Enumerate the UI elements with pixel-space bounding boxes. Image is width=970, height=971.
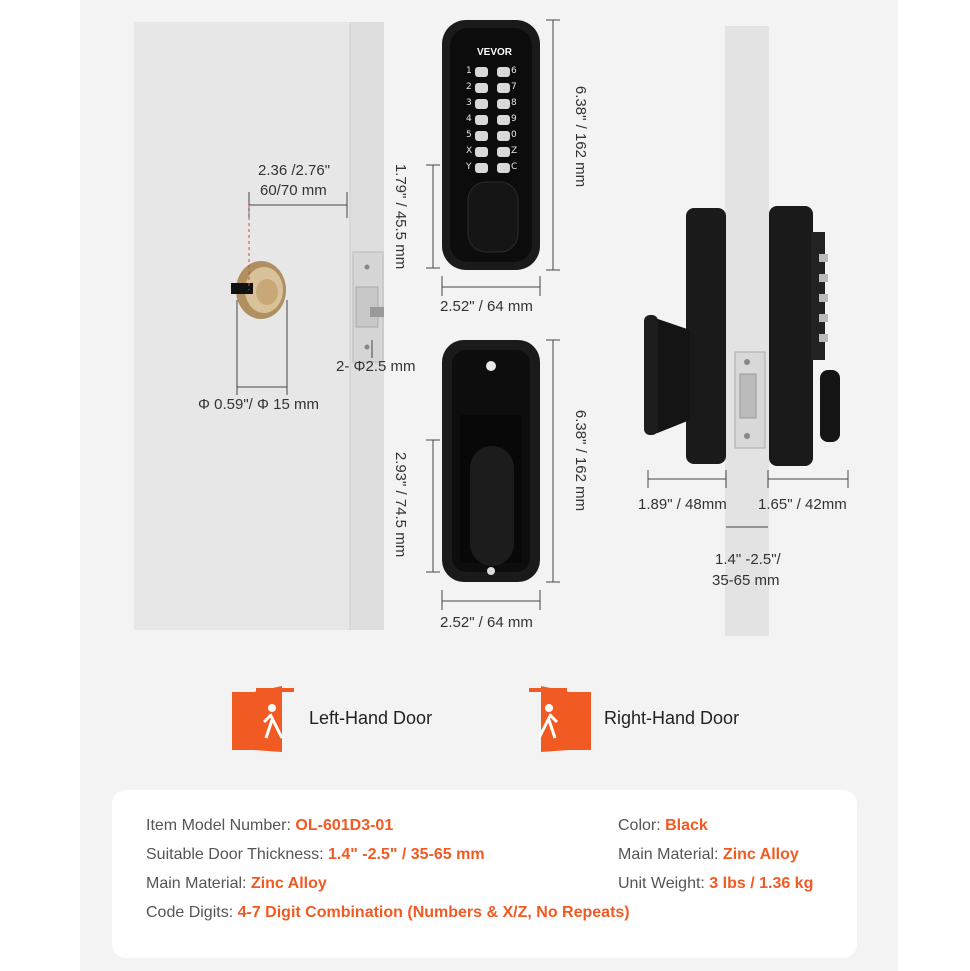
screw-label: 2- Φ2.5 mm: [336, 358, 416, 375]
keypad-label-left: Y: [466, 162, 472, 172]
back-height-label: 6.38" / 162 mm: [572, 409, 590, 512]
keypad-label-left: 2: [466, 82, 472, 92]
spec-material-right-value: Zinc Alloy: [722, 846, 799, 863]
right-hand-door-icon: [527, 686, 591, 752]
keypad-label-left: 4: [466, 114, 472, 124]
keypad-label-right: 0: [511, 130, 517, 140]
left-hand-door-icon: [232, 686, 296, 752]
hole-diameter-label: Φ 0.59"/ Φ 15 mm: [198, 396, 319, 413]
keypad-label-right: 8: [511, 98, 517, 108]
keypad-label-left: 1: [466, 66, 472, 76]
front-width-label: 2.52" / 64 mm: [440, 298, 533, 315]
backset-mm-label: 60/70 mm: [260, 182, 327, 199]
spec-model-label: Item Model Number:: [146, 817, 296, 834]
back-width-label: 2.52" / 64 mm: [440, 614, 533, 631]
spec-thickness-label: Suitable Door Thickness:: [146, 846, 329, 863]
spec-thickness-value: 1.4" -2.5" / 35-65 mm: [328, 846, 485, 863]
backset-label: 2.36 /2.76": [258, 162, 331, 179]
keypad-label-right: 7: [511, 82, 517, 92]
spec-material-left-label: Main Material:: [146, 875, 251, 892]
keypad-label-right: 9: [511, 114, 517, 124]
spec-model: [146, 817, 393, 835]
keypad-label-left: X: [466, 146, 473, 156]
spec-material-right-label: Main Material:: [618, 846, 723, 863]
spec-weight: [618, 875, 813, 893]
spec-code-value: 4-7 Digit Combination (Numbers & X/Z, No Repeats): [237, 904, 630, 921]
keypad-label-right: 6: [511, 66, 517, 76]
spec-code-label: Code Digits:: [146, 904, 238, 921]
front-knob-label: 1.79" / 45.5 mm: [392, 163, 410, 270]
keypad-label-right: Z: [511, 146, 518, 156]
back-knob-label: 2.93" / 74.5 mm: [392, 451, 410, 558]
side-back-label: 1.65" / 42mm: [758, 496, 847, 513]
left-hand-door-label: Left-Hand Door: [309, 708, 433, 728]
keypad-label-right: C: [511, 162, 518, 172]
spec-material-left-value: Zinc Alloy: [250, 875, 327, 892]
door-thickness-label: 1.4" -2.5"/: [715, 551, 781, 568]
spec-model-value: OL-601D3-01: [295, 817, 394, 834]
spec-weight-label: Unit Weight:: [618, 875, 710, 892]
side-front-label: 1.89" / 48mm: [638, 496, 727, 513]
keypad-label-left: 3: [466, 98, 472, 108]
brand-logo: VEVOR: [477, 47, 513, 58]
right-hand-door-label: Right-Hand Door: [604, 708, 740, 728]
front-height-label: 6.38" / 162 mm: [572, 85, 590, 188]
spec-color: [618, 817, 708, 835]
keypad-label-left: 5: [466, 130, 472, 140]
spec-code: [146, 904, 630, 922]
spec-material-right: [618, 846, 799, 864]
spec-weight-value: 3 lbs / 1.36 kg: [709, 875, 814, 892]
door-thickness-mm-label: 35-65 mm: [712, 572, 780, 589]
spec-color-label: Color:: [618, 817, 666, 834]
spec-color-value: Black: [665, 817, 708, 834]
spec-card: [112, 790, 857, 958]
spec-thickness: [146, 846, 485, 864]
spec-material-left: [146, 875, 327, 893]
